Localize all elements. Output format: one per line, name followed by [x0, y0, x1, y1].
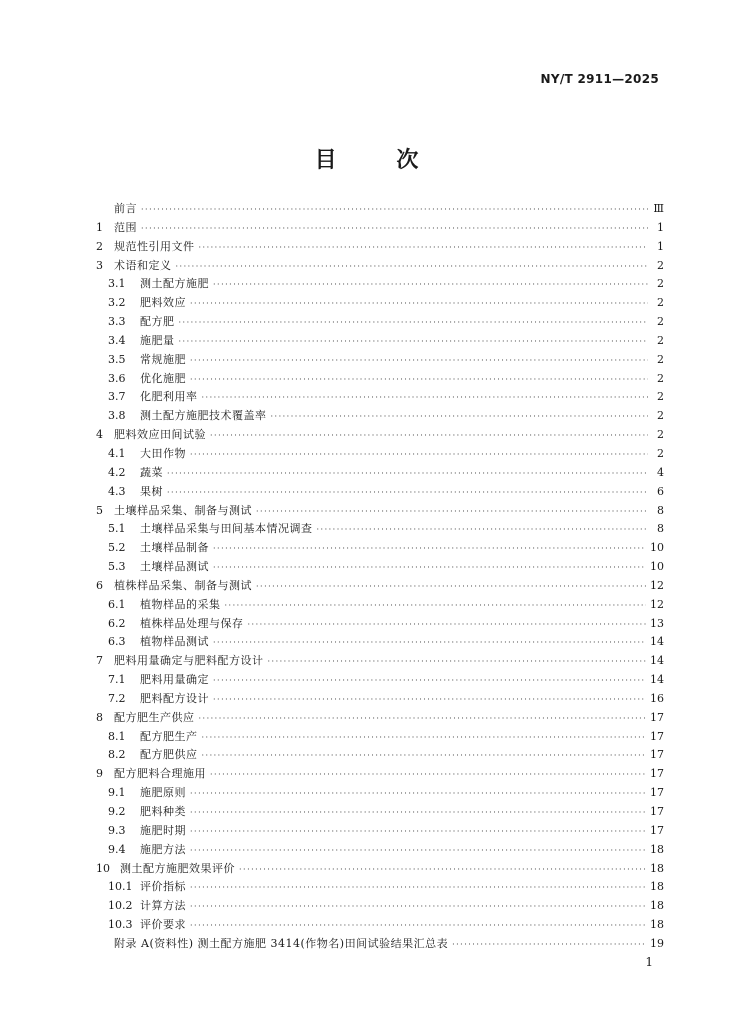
toc-leader-dots: [213, 540, 646, 559]
toc-leader-dots: [213, 691, 646, 710]
toc-label: 土壤样品采集、制备与测试: [114, 503, 252, 517]
toc-page-number: 8: [657, 503, 664, 517]
toc-page-number: 18: [650, 918, 664, 932]
toc-leader-dots: [213, 634, 646, 653]
toc-leader-dots: [167, 484, 648, 503]
toc-leader-dots: [141, 201, 648, 220]
toc-entry[interactable]: [96, 803, 664, 822]
toc-leader-dots: [225, 597, 647, 616]
toc-page-number: 17: [650, 823, 664, 837]
toc-label: 测土配方施肥效果评价: [120, 861, 235, 875]
toc-label: 土壤样品制备: [140, 541, 209, 555]
toc-section-number: 6.2: [108, 616, 126, 630]
toc-leader-dots: [190, 842, 646, 861]
toc-leader-dots: [190, 879, 646, 898]
toc-section-number: 8.1: [108, 729, 126, 743]
toc-leader-dots: [213, 559, 646, 578]
toc-entry[interactable]: [96, 257, 664, 276]
toc-section-number: 6.1: [108, 597, 126, 611]
toc-section-number: 3.1: [108, 277, 126, 291]
toc-label: 植株样品采集、制备与测试: [114, 578, 252, 592]
toc-leader-dots: [179, 333, 649, 352]
toc-page-number: Ⅲ: [653, 202, 664, 215]
toc-label: 范围: [114, 220, 137, 234]
toc-leader-dots: [452, 936, 646, 955]
toc-label: 优化施肥: [140, 371, 186, 385]
toc-page-number: 1: [657, 220, 664, 234]
toc-section-number: 4: [96, 428, 103, 442]
toc-section-number: 10.3: [108, 918, 133, 932]
toc-label: 评价要求: [140, 918, 186, 932]
toc-leader-dots: [190, 446, 648, 465]
toc-section-number: 5: [96, 503, 103, 517]
toc-section-number: 4.3: [108, 484, 126, 498]
toc-leader-dots: [271, 408, 649, 427]
toc-entry[interactable]: [96, 690, 664, 709]
toc-entry[interactable]: [96, 502, 664, 521]
toc-page-number: 8: [657, 522, 664, 536]
toc-section-number: 3.7: [108, 390, 126, 404]
toc-label: 肥料效应田间试验: [114, 428, 206, 442]
toc-leader-dots: [210, 427, 648, 446]
toc-page-number: 2: [657, 333, 664, 347]
toc-page-number: 18: [650, 861, 664, 875]
toc-leader-dots: [213, 276, 648, 295]
toc-leader-dots: [190, 352, 648, 371]
toc-entry[interactable]: [96, 275, 664, 294]
toc-page-number: 6: [657, 484, 664, 498]
toc-section-number: 6.3: [108, 635, 126, 649]
standard-code: NY/T 2911—2025: [540, 72, 659, 86]
toc-page-number: 19: [650, 936, 664, 950]
toc-page-number: 17: [650, 786, 664, 800]
toc-label: 常规施肥: [140, 352, 186, 366]
toc-entry[interactable]: [96, 388, 664, 407]
toc-section-number: 7: [96, 654, 103, 668]
toc-page-number: 14: [650, 654, 664, 668]
toc-label: 化肥利用率: [140, 390, 198, 404]
toc-page-number: 2: [657, 409, 664, 423]
toc-page-number: 2: [657, 277, 664, 291]
toc-section-number: 3: [96, 258, 103, 272]
toc-label: 肥料种类: [140, 805, 186, 818]
toc-leader-dots: [202, 747, 647, 766]
toc-leader-dots: [248, 616, 647, 635]
toc-entry[interactable]: [96, 238, 664, 257]
toc-section-number: 4.1: [108, 446, 126, 460]
toc-page-number: 10: [650, 541, 664, 555]
toc-page-number: 18: [650, 880, 664, 894]
toc-label: 大田作物: [140, 446, 186, 460]
toc-section-number: 10.2: [108, 899, 133, 913]
toc-page-number: 2: [657, 428, 664, 442]
toc-entry[interactable]: [96, 765, 664, 784]
toc-label: 配方肥生产: [140, 729, 198, 743]
toc-page-number: 16: [650, 691, 664, 705]
toc-entry[interactable]: [96, 671, 664, 690]
toc-section-number: 5.1: [108, 522, 126, 536]
toc-label: 施肥原则: [140, 786, 186, 800]
toc-page-number: 17: [650, 748, 664, 762]
toc-entry[interactable]: [96, 878, 664, 897]
toc-page-number: 17: [650, 767, 664, 781]
toc-entry[interactable]: [96, 200, 664, 219]
toc-entry[interactable]: [96, 483, 664, 502]
toc-entry[interactable]: [96, 313, 664, 332]
toc-page-number: 1: [657, 239, 664, 253]
toc-entry[interactable]: [96, 784, 664, 803]
toc-section-number: 3.3: [108, 315, 126, 329]
toc-entry[interactable]: [96, 426, 664, 445]
toc-label: 规范性引用文件: [114, 239, 195, 253]
toc-section-number: 7.1: [108, 673, 126, 687]
toc-label: 测土配方施肥: [140, 277, 209, 291]
toc-section-number: 4.2: [108, 465, 126, 479]
toc-label: 前言: [114, 202, 137, 215]
toc-label: 土壤样品测试: [140, 560, 209, 574]
toc-leader-dots: [141, 220, 648, 239]
toc-page-number: 2: [657, 315, 664, 329]
toc-leader-dots: [210, 766, 646, 785]
toc-label: 配方肥: [140, 315, 175, 329]
toc-page-number: 2: [657, 446, 664, 460]
toc-entry[interactable]: [96, 860, 664, 879]
toc-page-number: 14: [650, 635, 664, 649]
toc-entry[interactable]: [96, 652, 664, 671]
toc-label: 蔬菜: [140, 465, 163, 479]
toc-leader-dots: [176, 258, 649, 277]
toc-label: 术语和定义: [114, 258, 172, 272]
toc-entry[interactable]: [96, 294, 664, 313]
table-of-contents: [96, 200, 664, 954]
toc-page-number: 2: [657, 352, 664, 366]
toc-leader-dots: [256, 503, 648, 522]
toc-label: 植物样品测试: [140, 635, 209, 649]
toc-page-number: 17: [650, 729, 664, 743]
toc-label: 肥料用量确定与肥料配方设计: [114, 654, 264, 668]
toc-entry[interactable]: [96, 407, 664, 426]
toc-section-number: 3.5: [108, 352, 126, 366]
toc-entry[interactable]: [96, 520, 664, 539]
toc-leader-dots: [256, 578, 646, 597]
toc-entry[interactable]: [96, 558, 664, 577]
toc-label: 附录 A(资料性) 测土配方施肥 3414(作物名)田间试验结果汇总表: [114, 936, 449, 950]
toc-page-number: 2: [657, 390, 664, 404]
toc-page-number: 2: [657, 371, 664, 385]
toc-section-number: 10: [96, 861, 110, 875]
toc-entry[interactable]: [96, 351, 664, 370]
toc-label: 配方肥料合理施用: [114, 767, 206, 781]
toc-page-number: 12: [650, 578, 664, 592]
toc-leader-dots: [202, 729, 647, 748]
toc-section-number: 7.2: [108, 691, 126, 705]
toc-entry[interactable]: [96, 916, 664, 935]
toc-entry[interactable]: [96, 935, 664, 954]
toc-section-number: 3.8: [108, 409, 126, 423]
toc-entry[interactable]: [96, 822, 664, 841]
toc-section-number: 3.2: [108, 296, 126, 310]
toc-section-number: 10.1: [108, 880, 133, 894]
toc-entry[interactable]: [96, 615, 664, 634]
toc-label: 植株样品处理与保存: [140, 616, 244, 630]
toc-label: 果树: [140, 484, 163, 498]
toc-page-number: 18: [650, 842, 664, 856]
toc-label: 肥料效应: [140, 296, 186, 310]
toc-leader-dots: [239, 861, 646, 880]
toc-leader-dots: [190, 371, 648, 390]
toc-leader-dots: [190, 804, 646, 823]
toc-label: 肥料配方设计: [140, 691, 209, 705]
toc-page-number: 13: [650, 616, 664, 630]
toc-leader-dots: [190, 785, 646, 804]
toc-leader-dots: [317, 521, 649, 540]
toc-leader-dots: [179, 314, 649, 333]
toc-entry[interactable]: [96, 332, 664, 351]
toc-page-number: 12: [650, 597, 664, 611]
toc-entry[interactable]: [96, 445, 664, 464]
toc-entry[interactable]: [96, 633, 664, 652]
toc-leader-dots: [190, 917, 646, 936]
toc-leader-dots: [213, 672, 646, 691]
toc-page-number: 10: [650, 560, 664, 574]
toc-label: 植物样品的采集: [140, 597, 221, 611]
toc-section-number: 8: [96, 710, 103, 724]
toc-page-number: 4: [657, 465, 664, 479]
toc-section-number: 3.6: [108, 371, 126, 385]
toc-section-number: 9: [96, 767, 103, 781]
toc-section-number: 9.1: [108, 786, 126, 800]
toc-label: 施肥量: [140, 333, 175, 347]
toc-section-number: 6: [96, 578, 103, 592]
toc-section-number: 5.3: [108, 560, 126, 574]
toc-entry[interactable]: [96, 709, 664, 728]
toc-section-number: 9.2: [108, 805, 126, 818]
toc-leader-dots: [202, 389, 649, 408]
toc-section-number: 9.3: [108, 823, 126, 837]
toc-label: 计算方法: [140, 899, 186, 913]
toc-label: 施肥方法: [140, 842, 186, 856]
toc-entry[interactable]: [96, 841, 664, 860]
toc-leader-dots: [199, 239, 649, 258]
toc-page-number: 2: [657, 258, 664, 272]
toc-entry[interactable]: [96, 219, 664, 238]
toc-leader-dots: [199, 710, 647, 729]
page-title: 目 次: [314, 148, 445, 173]
toc-label: 土壤样品采集与田间基本情况调查: [140, 522, 313, 536]
toc-entry[interactable]: [96, 728, 664, 747]
toc-entry[interactable]: [96, 464, 664, 483]
toc-label: 肥料用量确定: [140, 673, 209, 687]
toc-leader-dots: [190, 823, 646, 842]
page-number: 1: [645, 955, 653, 969]
toc-entry[interactable]: [96, 370, 664, 389]
toc-page-number: 14: [650, 673, 664, 687]
toc-section-number: 5.2: [108, 541, 126, 555]
toc-leader-dots: [167, 465, 648, 484]
toc-page-number: 17: [650, 805, 664, 818]
toc-entry[interactable]: [96, 596, 664, 615]
toc-page-number: 17: [650, 710, 664, 724]
toc-leader-dots: [268, 653, 647, 672]
toc-section-number: 9.4: [108, 842, 126, 856]
toc-leader-dots: [190, 898, 646, 917]
toc-entry[interactable]: [96, 577, 664, 596]
toc-section-number: 2: [96, 239, 103, 253]
toc-label: 评价指标: [140, 880, 186, 894]
toc-section-number: 8.2: [108, 748, 126, 762]
toc-label: 施肥时期: [140, 823, 186, 837]
toc-page-number: 18: [650, 899, 664, 913]
toc-entry[interactable]: [96, 539, 664, 558]
toc-entry[interactable]: [96, 746, 664, 765]
toc-label: 配方肥生产供应: [114, 710, 195, 724]
toc-label: 配方肥供应: [140, 748, 198, 762]
toc-page-number: 2: [657, 296, 664, 310]
toc-entry[interactable]: [96, 897, 664, 916]
toc-leader-dots: [190, 295, 648, 314]
toc-label: 测土配方施肥技术覆盖率: [140, 409, 267, 423]
toc-section-number: 3.4: [108, 333, 126, 347]
toc-section-number: 1: [96, 220, 103, 234]
